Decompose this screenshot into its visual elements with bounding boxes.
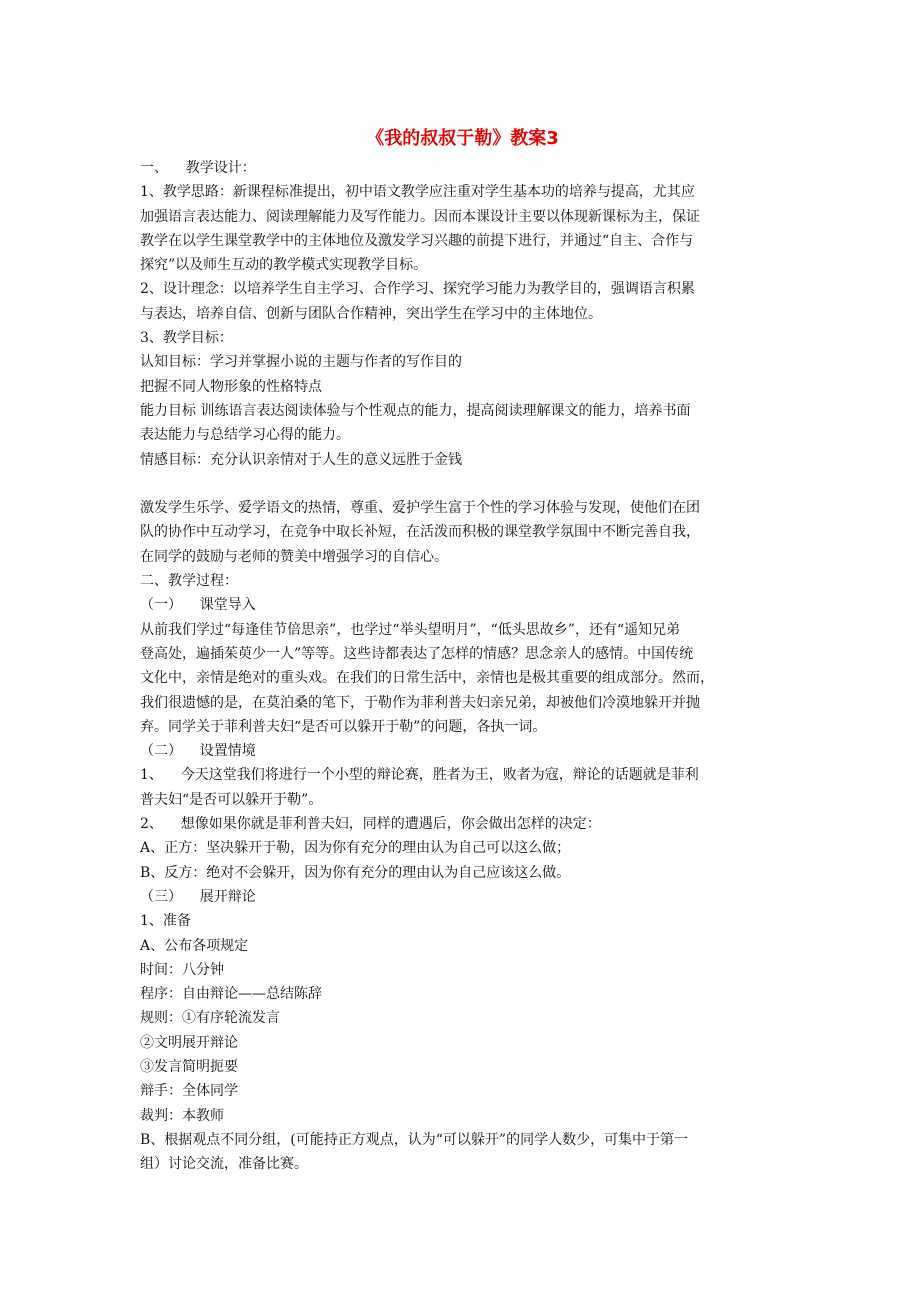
document-body [140, 156, 785, 1176]
text-line: 表达能力与总结学习心得的能力。 [140, 427, 350, 444]
text-line: 组）讨论交流，准备比赛。 [140, 1156, 308, 1173]
text-line: 认知目标：学习并掌握小说的主题与作者的写作目的 [140, 354, 462, 371]
text-line: 与表达，培养自信、创新与团队合作精神，突出学生在学习中的主体地位。 [140, 305, 602, 322]
text-line: 在同学的鼓励与老师的赞美中增强学习的自信心。 [140, 548, 448, 565]
text-line: 教学在以学生课堂教学中的主体地位及激发学习兴趣的前提下进行，并通过“自主、合作与 [140, 232, 694, 249]
text-line: B、根据观点不同分组，(可能持正方观点，认为“可以躲开”的同学人数少，可集中于第一 [140, 1131, 689, 1148]
text-line [140, 472, 785, 496]
text-line: 从前我们学过“每逢佳节倍思亲”，也学过“举头望明月”，“低头思故乡”，还有“遥知兄弟 [140, 621, 681, 638]
text-line: 时间：八分钟 [140, 961, 224, 978]
text-line: 裁判：本教师 [140, 1107, 224, 1124]
text-line: 弃。同学关于菲利普夫妇“是否可以躲开于勒”的问题，各执一词。 [140, 718, 547, 735]
text-line: 1、准备 [140, 913, 191, 930]
text-line: 程序：自由辩论——总结陈辞 [140, 986, 322, 1003]
text-line: 加强语言表达能力、阅读理解能力及写作能力。因而本课设计主要以体现新课标为主，保证 [140, 208, 700, 225]
text-line: 激发学生乐学、爱学语文的热情，尊重、爱护学生富于个性的学习体验与发现，使他们在团 [140, 500, 700, 517]
text-line: 能力目标 训练语言表达阅读体验与个性观点的能力，提高阅读理解课文的能力，培养书面 [140, 402, 691, 419]
text-line: 把握不同人物形象的性格特点 [140, 378, 322, 395]
text-line: 一、 教学设计： [140, 160, 256, 176]
text-line: 2、设计理念：以培养学生自主学习、合作学习、探究学习能力为教学目的，强调语言积累 [140, 281, 695, 298]
text-line: 情感目标：充分认识亲情对于人生的意义远胜于金钱 [140, 451, 462, 468]
text-line: 规则：①有序轮流发言 [140, 1010, 280, 1027]
document-page [140, 126, 785, 1176]
text-line: 我们很遗憾的是，在莫泊桑的笔下，于勒作为菲利普夫妇亲兄弟，却被他们冷漠地躲开并抛 [140, 694, 700, 711]
text-line: （一） 课堂导入 [140, 597, 256, 614]
text-line: 登高处，遍插茱萸少一人”等等。这些诗都表达了怎样的情感？思念亲人的感情。中国传统 [140, 645, 694, 662]
text-line: 1、 今天这堂我们将进行一个小型的辩论赛，胜者为王，败者为寇，辩论的话题就是菲利 [140, 767, 699, 784]
text-line: ②文明展开辩论 [140, 1034, 238, 1051]
document-title: 《我的叔叔于勒》教案3 [366, 128, 559, 149]
text-line: 1、教学思路：新课程标准提出，初中语文教学应注重对学生基本功的培养与提高，尤其应 [140, 184, 695, 201]
text-line: 队的协作中互动学习，在竞争中取长补短，在活泼而积极的课堂教学氛围中不断完善自我， [140, 524, 700, 541]
text-line: 二、教学过程： [140, 573, 238, 590]
text-line: 2、 想像如果你就是菲利普夫妇，同样的遭遇后，你会做出怎样的决定： [140, 816, 601, 833]
text-line: 普夫妇“是否可以躲开于勒”。 [140, 791, 323, 808]
text-line: 探究”以及师生互动的教学模式实现教学目标。 [140, 257, 428, 274]
text-line: B、反方：绝对不会躲开，因为你有充分的理由认为自己应该这么做。 [140, 864, 571, 881]
text-line: 辩手：全体同学 [140, 1083, 238, 1100]
text-line: （二） 设置情境 [140, 743, 256, 760]
text-line: （三） 展开辩论 [140, 888, 256, 905]
text-line: ③发言简明扼要 [140, 1058, 238, 1075]
text-line: A、公布各项规定 [140, 937, 249, 954]
text-line: A、正方：坚决躲开于勒，因为你有充分的理由认为自己可以这么做； [140, 840, 571, 857]
text-line: 文化中，亲情是绝对的重头戏。在我们的日常生活中，亲情也是极其重要的组成部分。然而， [140, 670, 714, 687]
text-line: 3、教学目标： [140, 330, 233, 347]
